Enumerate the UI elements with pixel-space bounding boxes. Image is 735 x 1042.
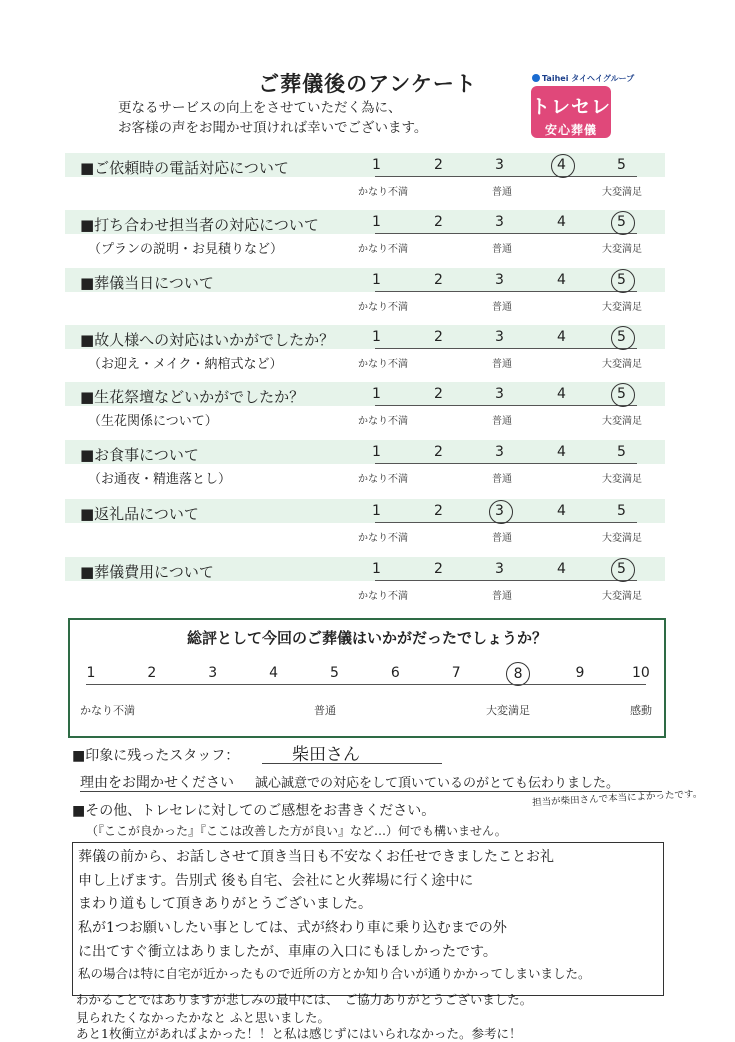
scale-line	[375, 291, 637, 292]
scale-number[interactable]: 5	[617, 272, 626, 288]
scale-number[interactable]: 5	[617, 444, 626, 460]
scale-number[interactable]: 1	[372, 214, 381, 230]
label-low: かなり不満	[358, 533, 408, 544]
label-mid: 普通	[492, 533, 512, 544]
brand-logo-sub: 安心葬儀	[544, 123, 597, 137]
scale-number[interactable]: 2	[434, 503, 443, 519]
scale-number[interactable]: 2	[434, 329, 443, 345]
scale-number[interactable]: 1	[372, 561, 381, 577]
scale-number[interactable]: 5	[617, 386, 626, 402]
intro-line-1: 更なるサービスの向上をさせていただく為に、	[118, 100, 402, 116]
scale-number[interactable]: 4	[557, 561, 566, 577]
scale-number[interactable]: 1	[372, 444, 381, 460]
intro-line-2: お客様の声をお聞かせ頂ければ幸いでございます。	[118, 120, 428, 136]
scale-number[interactable]: 3	[495, 561, 504, 577]
comment-line: わかることではありますが悲しみの最中には、 ご協力ありがとうございました。	[76, 992, 533, 1007]
question-subtitle: （生花関係について）	[88, 414, 218, 429]
overall-number[interactable]: 3	[208, 665, 218, 681]
other-hint: （『ここが良かった』『ここは改善した方が良い』など…）何でも構いません。	[86, 824, 507, 838]
scale-number[interactable]: 2	[434, 561, 443, 577]
scale-number[interactable]: 1	[372, 503, 381, 519]
question-subtitle: （お通夜・精進落とし）	[88, 472, 232, 487]
selected-circle	[611, 211, 635, 235]
overall-label-mid: 普通	[314, 704, 336, 717]
scale-number[interactable]: 5	[617, 329, 626, 345]
selected-circle	[551, 154, 575, 178]
scale-number[interactable]: 2	[434, 386, 443, 402]
label-mid: 普通	[492, 244, 512, 255]
selected-circle	[611, 383, 635, 407]
label-mid: 普通	[492, 416, 512, 427]
question-title: ■返礼品について	[80, 505, 199, 523]
overall-scale-line	[86, 684, 646, 685]
scale-number[interactable]: 5	[617, 157, 626, 173]
selected-circle	[611, 269, 635, 293]
overall-label-high: 大変満足	[486, 704, 530, 717]
scale-number[interactable]: 2	[434, 444, 443, 460]
overall-number[interactable]: 6	[390, 665, 400, 681]
overall-number[interactable]: 1	[86, 665, 96, 681]
brand-logo	[531, 86, 611, 138]
scale-number[interactable]: 5	[617, 503, 626, 519]
comment-line: 私が1つお願いしたい事としては、式が終わり車に乗り込むまでの外	[78, 920, 507, 936]
scale-number[interactable]: 5	[617, 561, 626, 577]
comment-line: 葬儀の前から、お話しさせて頂き当日も不安なくお任せできましたことお礼	[78, 849, 554, 865]
comment-line: に出てすぐ衝立はありましたが、車庫の入口にもほしかったです。	[78, 944, 497, 960]
overall-number[interactable]: 4	[269, 665, 279, 681]
question-title: ■葬儀費用について	[80, 563, 214, 581]
page-title: ご葬儀後のアンケート	[258, 72, 477, 96]
brand-logo-name: トレセレ	[531, 96, 612, 118]
taihei-logo-icon	[532, 74, 540, 82]
group-logo-text: Taihei タイヘイグループ	[542, 74, 635, 83]
scale-number[interactable]: 4	[557, 444, 566, 460]
label-mid: 普通	[492, 187, 512, 198]
scale-number[interactable]: 4	[557, 214, 566, 230]
label-high: 大変満足	[602, 244, 642, 255]
label-mid: 普通	[492, 474, 512, 485]
scale-number[interactable]: 3	[495, 272, 504, 288]
label-mid: 普通	[492, 302, 512, 313]
label-low: かなり不満	[358, 591, 408, 602]
comment-line: あと1枚衝立があればよかった！！と私は感じずにはいられなかった。参考に！	[76, 1026, 522, 1041]
label-low: かなり不満	[358, 187, 408, 198]
label-low: かなり不満	[358, 359, 408, 370]
scale-number[interactable]: 4	[557, 157, 566, 173]
selected-circle	[611, 326, 635, 350]
overall-number[interactable]: 10	[631, 665, 650, 681]
question-title: ■生花祭壇などいかがでしたか？	[80, 388, 305, 406]
reason-extra: 担当が柴田さんで本当によかったです。	[531, 788, 703, 809]
label-high: 大変満足	[602, 474, 642, 485]
scale-number[interactable]: 1	[372, 272, 381, 288]
label-high: 大変満足	[602, 416, 642, 427]
question-subtitle: （お迎え・メイク・納棺式など）	[88, 357, 283, 372]
comment-line: 私の場合は特に自宅が近かったもので近所の方とか知り合いが通りかかってしまいました。	[78, 966, 591, 981]
scale-number[interactable]: 2	[434, 214, 443, 230]
scale-number[interactable]: 4	[557, 386, 566, 402]
scale-number[interactable]: 3	[495, 329, 504, 345]
label-high: 大変満足	[602, 359, 642, 370]
comment-line: 申し上げます。告別式 後も自宅、会社にと火葬場に行く途中に	[78, 873, 474, 889]
scale-line	[375, 463, 637, 464]
question-title: ■打ち合わせ担当者の対応について	[80, 216, 319, 234]
scale-line	[375, 580, 637, 581]
scale-line	[375, 233, 637, 234]
label-low: かなり不満	[358, 302, 408, 313]
overall-scale	[80, 665, 652, 686]
selected-circle	[489, 500, 513, 524]
label-low: かなり不満	[358, 244, 408, 255]
label-low: かなり不満	[358, 416, 408, 427]
comment-line: まわり道もして頂きありがとうございました。	[78, 896, 372, 912]
scale-number[interactable]: 4	[557, 329, 566, 345]
label-high: 大変満足	[602, 302, 642, 313]
question-title: ■故人様への対応はいかがでしたか？	[80, 331, 335, 349]
overall-number[interactable]: 7	[451, 665, 461, 681]
scale-line	[375, 405, 637, 406]
scale-line	[375, 176, 637, 177]
scale-number[interactable]: 4	[557, 503, 566, 519]
overall-label-top: 感動	[630, 704, 652, 717]
scale-number[interactable]: 2	[434, 272, 443, 288]
scale-number[interactable]: 3	[495, 503, 504, 519]
overall-number[interactable]: 2	[147, 665, 157, 681]
scale-number[interactable]: 3	[495, 157, 504, 173]
overall-number[interactable]: 5	[330, 665, 339, 681]
question-subtitle: （プランの説明・お見積りなど）	[88, 242, 284, 257]
label-mid: 普通	[492, 359, 512, 370]
label-mid: 普通	[492, 591, 512, 602]
other-label: ■その他、トレセレに対してのご感想をお書きください。	[72, 803, 436, 819]
staff-label: ■印象に残ったスタッフ：	[72, 748, 240, 764]
scale-number[interactable]: 1	[372, 386, 381, 402]
scale-number[interactable]: 3	[495, 444, 504, 460]
scale-number[interactable]: 4	[557, 272, 566, 288]
label-low: かなり不満	[358, 474, 408, 485]
scale-number[interactable]: 3	[495, 386, 504, 402]
question-title: ■葬儀当日について	[80, 274, 214, 292]
question-title: ■お食事について	[80, 446, 199, 464]
scale-number[interactable]: 1	[372, 157, 381, 173]
scale-number[interactable]: 3	[495, 214, 504, 230]
reason-value: 誠心誠意での対応をして頂いているのがとても伝わりました。	[255, 776, 620, 791]
intro-text	[118, 98, 427, 138]
label-high: 大変満足	[602, 187, 642, 198]
scale-number[interactable]: 5	[617, 214, 626, 230]
label-high: 大変満足	[602, 591, 642, 602]
scale-number[interactable]: 1	[372, 329, 381, 345]
overall-label-low: かなり不満	[80, 704, 135, 717]
overall-title: 総評として今回のご葬儀はいかがだったでしょうか？	[186, 629, 547, 647]
question-title: ■ご依頼時の電話対応について	[80, 159, 289, 177]
reason-label: 理由をお聞かせください	[80, 775, 234, 791]
overall-number[interactable]: 9	[575, 665, 585, 681]
scale-line	[375, 348, 637, 349]
label-high: 大変満足	[602, 533, 642, 544]
staff-value: 柴田さん	[292, 745, 360, 765]
overall-number[interactable]: 8	[506, 662, 530, 686]
group-logo	[532, 73, 634, 84]
selected-circle	[611, 558, 635, 582]
scale-number[interactable]: 2	[434, 157, 443, 173]
comment-line: 見られたくなかったかなと ふと思いました。	[76, 1010, 330, 1025]
